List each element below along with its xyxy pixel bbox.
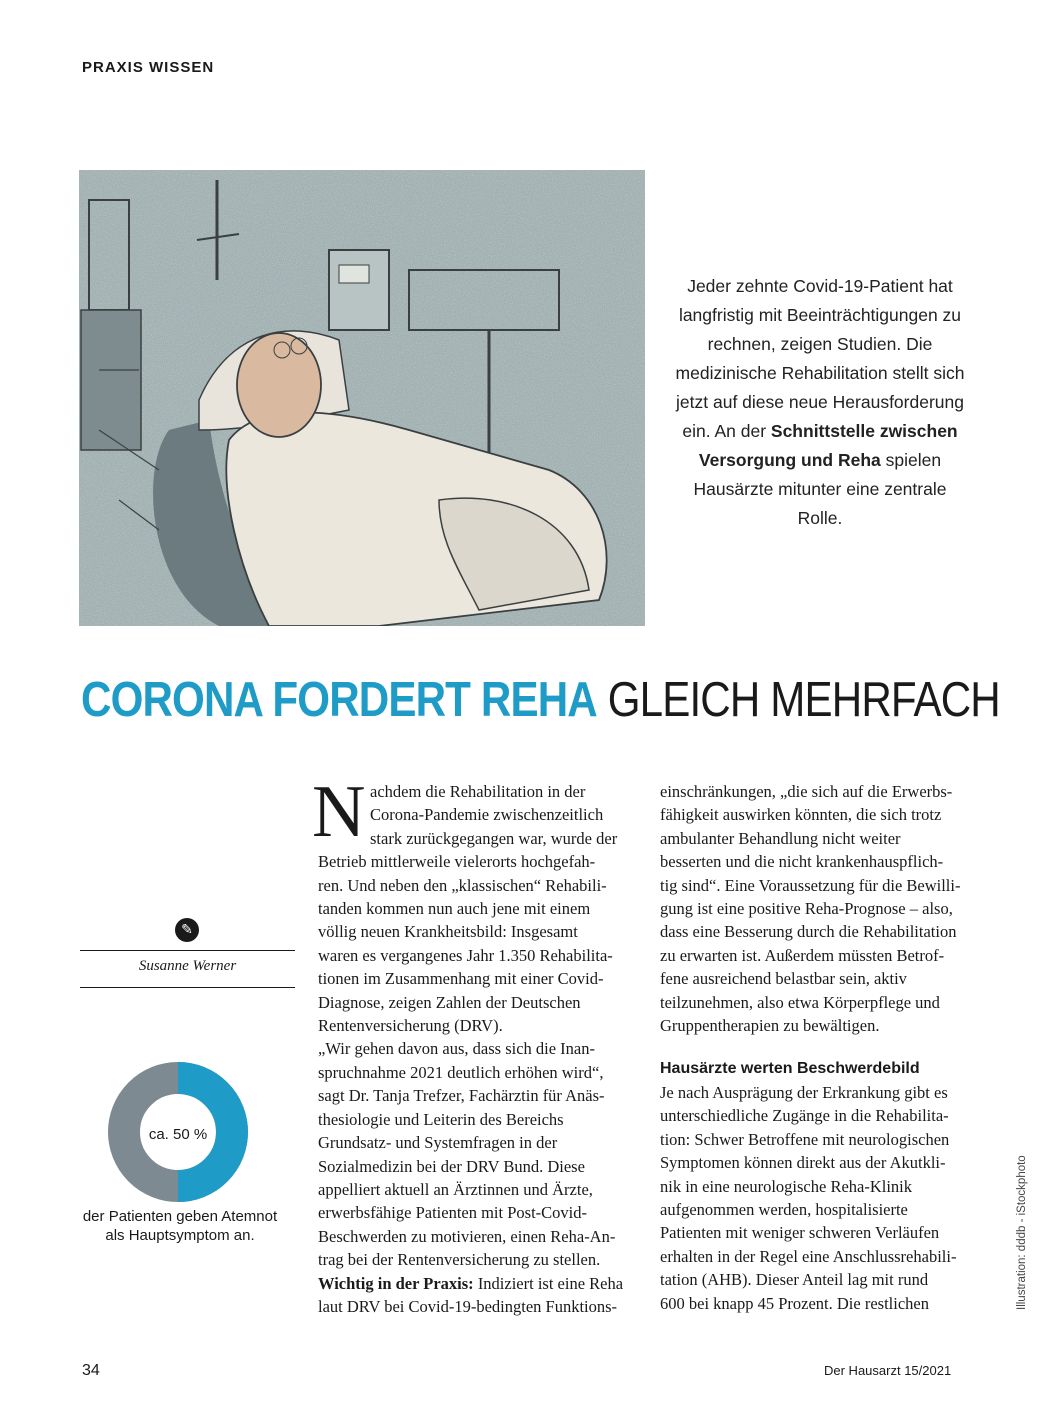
donut-label: ca. 50 % — [148, 1126, 208, 1143]
text-line: nik in eine neurologische Reha-Klinik — [660, 1176, 913, 1196]
text-line: Je nach Ausprägung der Erkrankung gibt es — [660, 1082, 948, 1102]
headline-highlight: CORONA FORDERT REHA — [81, 673, 597, 727]
paragraph-intro — [318, 780, 644, 1037]
paragraph-quote — [318, 1037, 644, 1271]
pen-icon: ✎ — [175, 918, 199, 942]
teaser-after: spielen Hausärzte mitunter eine zentrale Rolle. — [693, 450, 947, 528]
text-line: „Wir gehen davon aus, dass sich die Inan- — [318, 1039, 595, 1059]
text-line: trag bei der Rentenversicherung zu stellen. — [318, 1250, 601, 1270]
paragraph-access — [660, 1081, 986, 1315]
subheading: Hausärzte werten Beschwerdebild — [660, 1060, 920, 1078]
author-rule-top — [80, 950, 295, 951]
text-line: Diagnose, zeigen Zahlen der Deutschen — [318, 992, 581, 1012]
text-line: Rentenversicherung (DRV). — [318, 1016, 503, 1036]
donut-chart — [108, 1062, 248, 1202]
text-line: fene ausreichend belastbar sein, aktiv — [660, 969, 907, 989]
teaser-before: Jeder zehnte Covid-19-Patient hat langfristig mit Beeinträchtigungen zu rechnen, zeigen Studien. Die medizinische Rehabilitation stellt sich jetzt auf diese neue Herausforderung ein. An der — [675, 276, 965, 441]
paragraph-practice: Wichtig in der Praxis: Indiziert ist eine Reha laut DRV bei Covid-19-bedingten Funktions- — [318, 1272, 644, 1319]
text-line: 600 bei knapp 45 Prozent. Die restlichen — [660, 1293, 929, 1313]
teaser-highlight: Schnittstelle zwischen Versorgung und Reha — [698, 421, 958, 470]
text-line: aufgenommen werden, hospitalisierte — [660, 1199, 908, 1219]
text-line: tionen im Zusammenhang mit einer Covid- — [318, 969, 604, 989]
headline-rest: GLEICH MEHRFACH — [596, 673, 1000, 727]
text-line: teilzunehmen, also etwa Körperpflege und — [660, 992, 940, 1012]
text-line: Sozialmedizin bei der DRV Bund. Diese — [318, 1156, 585, 1176]
text-line: unterschiedliche Zugänge in die Rehabilita- — [660, 1106, 949, 1126]
hospital-patient-illustration — [79, 170, 645, 626]
text-line: ren. Und neben den „klassischen“ Rehabili- — [318, 875, 607, 895]
text-line: gung ist eine positive Reha-Prognose – also, — [660, 899, 953, 919]
headline — [81, 668, 1000, 732]
article-column-2 — [660, 780, 986, 1315]
author-rule-bottom — [80, 987, 295, 988]
teaser-text — [670, 272, 970, 533]
text-line: tation (AHB). Dieser Anteil lag mit rund — [660, 1270, 929, 1290]
text-line: Symptomen können direkt aus der Akutkli- — [660, 1153, 946, 1173]
text-line: zu erwarten ist. Außerdem müssten Betrof- — [660, 945, 945, 965]
text-line: dass eine Besserung durch die Rehabilitation — [660, 922, 957, 942]
text-line: laut DRV bei Covid-19-bedingten Funktions- — [318, 1296, 618, 1316]
text-line: besserten und die nicht krankenhauspflich- — [660, 852, 944, 872]
text-line: sagt Dr. Tanja Trefzer, Fachärztin für Anäs- — [318, 1086, 605, 1106]
practice-label: Wichtig in der Praxis: — [318, 1273, 474, 1293]
text-line: Beschwerden zu motivieren, einen Reha-An- — [318, 1226, 616, 1246]
image-credit: Illustration: dddb - iStockphoto — [1016, 1155, 1028, 1310]
text-line: spruchnahme 2021 deutlich erhöhen wird“, — [318, 1062, 604, 1082]
text-line: tion: Schwer Betroffene mit neurologischen — [660, 1129, 950, 1149]
drop-cap: N — [312, 771, 366, 853]
text-line: achdem die Rehabilitation in der — [370, 782, 586, 801]
text-line: Patienten mit weniger schweren Verläufen — [660, 1223, 940, 1243]
text-line: tig sind“. Eine Voraussetzung für die Bewilli- — [660, 875, 961, 895]
paragraph-criteria — [660, 780, 986, 1037]
text-line: Grundsatz- und Systemfragen in der — [318, 1133, 558, 1153]
section-label: PRAXIS WISSEN — [82, 59, 215, 76]
text-line: Gruppentherapien zu bewältigen. — [660, 1016, 880, 1036]
text-line: ambulanter Behandlung nicht weiter — [660, 828, 901, 848]
text-line: völlig neuen Krankheitsbild: Insgesamt — [318, 922, 578, 942]
article-column-1 — [318, 780, 644, 1318]
text-line: appelliert aktuell an Ärztinnen und Ärzte, — [318, 1179, 593, 1199]
text-line: erhalten in der Regel eine Anschlussrehabili- — [660, 1246, 957, 1266]
text-line: waren es vergangenes Jahr 1.350 Rehabilita- — [318, 945, 613, 965]
text-line: einschränkungen, „die sich auf die Erwerbs- — [660, 782, 953, 801]
text-line: stark zurückgegangen war, wurde der — [370, 828, 618, 848]
text-line: fähigkeit auswirken könnten, die sich trotz — [660, 805, 942, 825]
issue-label: Der Hausarzt 15/2021 — [824, 1363, 952, 1378]
author-name: Susanne Werner — [138, 958, 237, 974]
text-line: erwerbsfähige Patienten mit Post-Covid- — [318, 1203, 587, 1223]
text-line: thesiologie und Leiterin des Bereichs — [318, 1109, 564, 1129]
donut-caption: der Patienten geben Atemnot als Hauptsymptom an. — [82, 1208, 278, 1244]
text-line: Betrieb mittlerweile vielerorts hochgefah- — [318, 852, 596, 872]
page-number: 34 — [82, 1362, 100, 1379]
text-line: Corona-Pandemie zwischenzeitlich — [370, 805, 604, 825]
text-line: tanden kommen nun auch jene mit einem — [318, 899, 591, 919]
